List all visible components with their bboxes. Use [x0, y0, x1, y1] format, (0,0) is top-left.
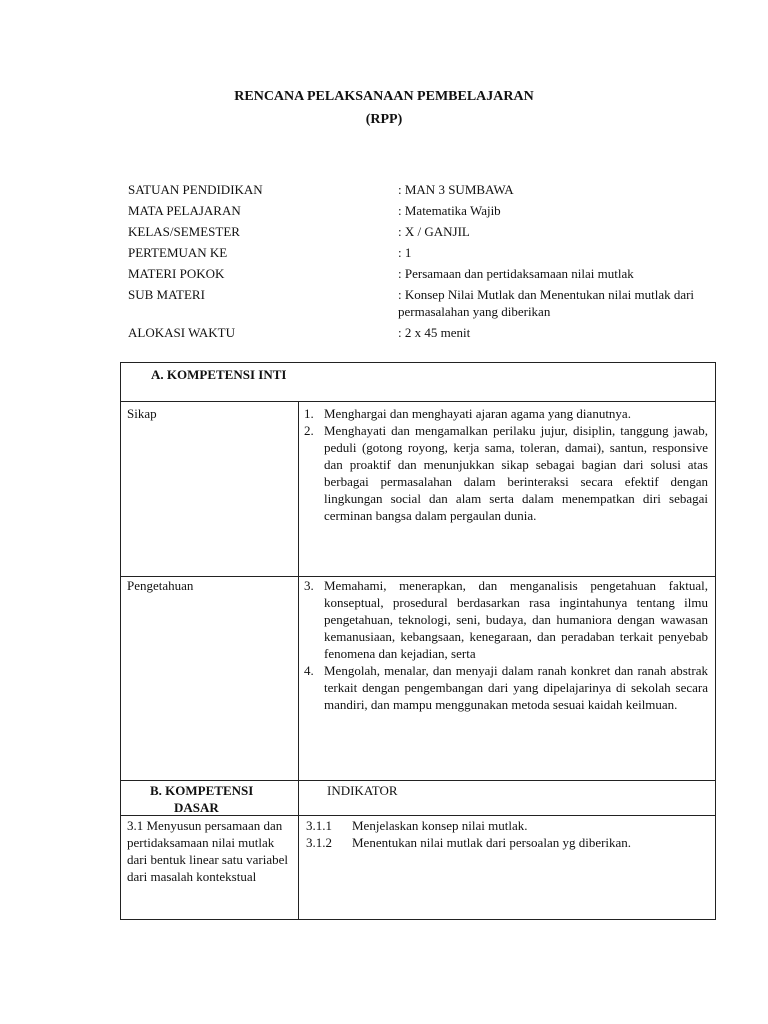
info-value: : MAN 3 SUMBAWA: [398, 182, 514, 197]
kompetensi-dasar-text: 3.1 Menyusun persamaan dan pertidaksamaan nilai mutlak dari bentuk linear satu variabel dari masalah kontekstual: [127, 818, 288, 884]
identity-info: [128, 181, 728, 345]
pengetahuan-label: Pengetahuan: [127, 578, 194, 593]
info-label: SATUAN PENDIDIKAN: [128, 182, 263, 197]
info-row: [128, 286, 728, 324]
item-text: Menghargai dan menghayati ajaran agama yang dianutnya.: [324, 406, 631, 421]
item-text: Menghayati dan mengamalkan perilaku jujur, disiplin, tanggung jawab, peduli (gotong royong, kerja sama, toleran, damai), santun, responsive dan proaktif dan menunjukkan sikap sebagai bagian dari solusi atas berbagai permasalahan dalam berinteraksi secara efektif dengan lingkungan social dan alam serta dalam menempatkan diri sebagai cerminan bangsa dalam pergaulan dunia.: [324, 423, 708, 523]
info-row: [128, 244, 728, 265]
kompetensi-inti-header: [120, 362, 716, 402]
table-column-divider: [298, 780, 299, 920]
list-item: [300, 422, 708, 524]
info-label: SUB MATERI: [128, 287, 205, 302]
list-item: [300, 405, 708, 422]
document-title: RENCANA PELAKSANAAN PEMBELAJARAN: [234, 89, 534, 104]
info-label: PERTEMUAN KE: [128, 245, 228, 260]
indikator-heading: INDIKATOR: [327, 783, 398, 798]
list-item: [300, 577, 708, 662]
indicator-text: Menentukan nilai mutlak dari persoalan yg diberikan.: [352, 835, 632, 850]
kompetensi-dasar-heading: B. KOMPETENSI: [150, 783, 254, 798]
info-row: [128, 223, 728, 244]
info-value: : Matematika Wajib: [398, 203, 501, 218]
pengetahuan-list: [300, 577, 708, 713]
kompetensi-dasar-heading-continued: DASAR: [174, 800, 219, 815]
info-value: : Konsep Nilai Mutlak dan Menentukan nilai mutlak dari permasalahan yang diberikan: [398, 287, 695, 319]
kompetensi-inti-heading: A. KOMPETENSI INTI: [151, 367, 287, 382]
info-value: : Persamaan dan pertidaksamaan nilai mutlak: [398, 266, 634, 281]
table-column-divider: [298, 401, 299, 781]
item-number: 4.: [304, 663, 314, 678]
item-number: 3.: [304, 578, 314, 593]
item-text: Mengolah, menalar, dan menyaji dalam ranah konkret dan ranah abstrak terkait dengan pengembangan dari yang dipelajarinya di sekolah secara mandiri, dan mampu menggunakan metoda sesuai kaidah keilmuan.: [324, 663, 708, 712]
list-item: [300, 662, 708, 713]
info-label: KELAS/SEMESTER: [128, 224, 240, 239]
info-row: [128, 324, 728, 345]
info-row: [128, 202, 728, 223]
info-row: [128, 181, 728, 202]
item-text: Memahami, menerapkan, dan menganalisis pengetahuan faktual, konseptual, prosedural berdasarkan rasa ingintahunya tentang ilmu pengetahuan, teknologi, seni, budaya, dan humaniora dengan wawasan kemanusiaan, kebangsaan, kenegaraan, dan peradaban terkait penyebab fenomena dan kejadian, serta: [324, 578, 708, 661]
indicator-number: 3.1.1: [306, 818, 332, 833]
item-number: 2.: [304, 423, 314, 438]
info-label: MATA PELAJARAN: [128, 203, 241, 218]
document-subtitle: (RPP): [365, 112, 403, 127]
item-number: 1.: [304, 406, 314, 421]
indicator-text: Menjelaskan konsep nilai mutlak.: [352, 818, 528, 833]
indicator-number: 3.1.2: [306, 835, 332, 850]
info-label: MATERI POKOK: [128, 266, 225, 281]
sikap-label: Sikap: [127, 406, 157, 421]
info-value: : X / GANJIL: [398, 224, 470, 239]
info-label: ALOKASI WAKTU: [128, 325, 236, 340]
sikap-list: [300, 405, 708, 524]
info-value: : 1: [398, 245, 412, 260]
info-row: [128, 265, 728, 286]
info-value: : 2 x 45 menit: [398, 325, 471, 340]
